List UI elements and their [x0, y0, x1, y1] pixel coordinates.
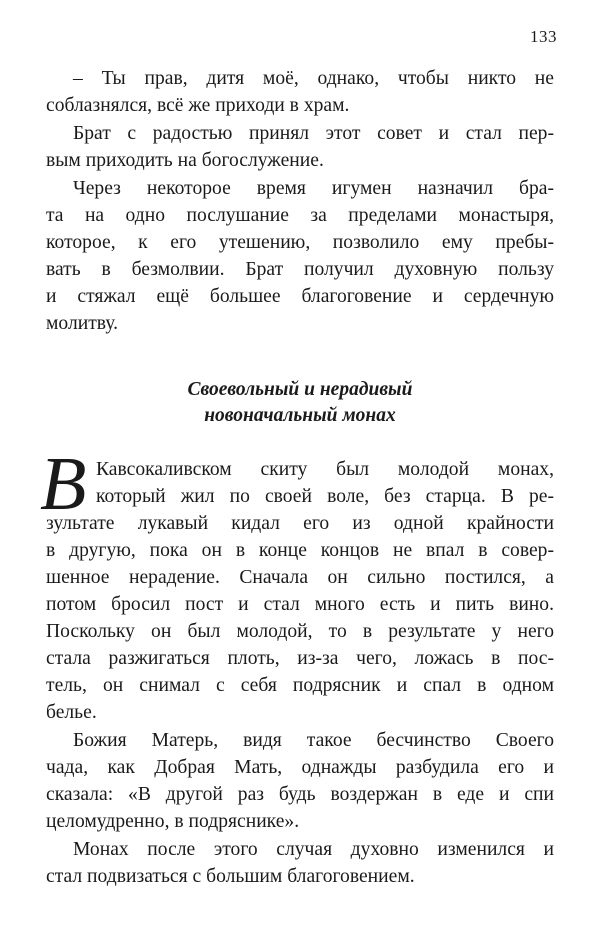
text-line: та на одно послушание за пределами монастыря, — [46, 205, 554, 226]
text-line: Брат с радостью принял этот совет и стал пер- — [73, 123, 554, 144]
page-number: 133 — [530, 27, 557, 46]
text-line: Божия Матерь, видя такое бесчинство Своего — [73, 730, 554, 751]
text-line: целомудренно, в подряснике». — [46, 811, 300, 832]
heading-line: Своевольный и нерадивый — [187, 379, 413, 400]
text-line: который жил по своей воле, без старца. В ре- — [96, 486, 554, 507]
text-line: Поскольку он был молодой, то в результате у него — [46, 621, 554, 642]
text-line: молитву. — [46, 313, 119, 334]
text-line: Через некоторое время игумен назначил бра- — [73, 178, 554, 199]
text-line: в другую, пока он в конце концов не впал в совер- — [46, 540, 554, 561]
text-line: зультате лукавый кидал его из одной крайности — [46, 513, 554, 534]
text-line: стал подвизаться с большим благоговением. — [46, 866, 415, 887]
text-line: которое, к его утешению, позволило ему пребы- — [46, 232, 554, 253]
text-line: сказала: «В другой раз будь воздержан в еде и спи — [46, 784, 554, 805]
text-line: вым приходить на богослужение. — [46, 150, 324, 171]
text-line: и стяжал ещё большее благоговение и сердечную — [46, 286, 554, 307]
text-line: чада, как Добрая Мать, однажды разбудила его и — [46, 757, 554, 778]
text-line: потом бросил пост и стал много есть и пить вино. — [46, 594, 554, 615]
text-line: вать в безмолвии. Брат получил духовную пользу — [46, 259, 554, 280]
text-line: Кавсокаливском скиту был молодой монах, — [96, 459, 554, 480]
text-line: соблазнялся, всё же приходи в храм. — [46, 95, 350, 116]
text-line: – Ты прав, дитя моё, однако, чтобы никто не — [73, 68, 554, 89]
text-line: белье. — [46, 702, 97, 723]
text-line: стала разжигаться плоть, из-за чего, ложась в пос- — [46, 648, 554, 669]
text-line: Монах после этого случая духовно изменился и — [73, 839, 554, 860]
heading-line: новоначальный монах — [204, 405, 396, 426]
drop-cap-letter: В — [40, 442, 87, 526]
text-line: тель, он снимал с себя подрясник и спал в одном — [46, 675, 554, 696]
text-line: шенное нерадение. Сначала он сильно постился, а — [46, 567, 554, 588]
